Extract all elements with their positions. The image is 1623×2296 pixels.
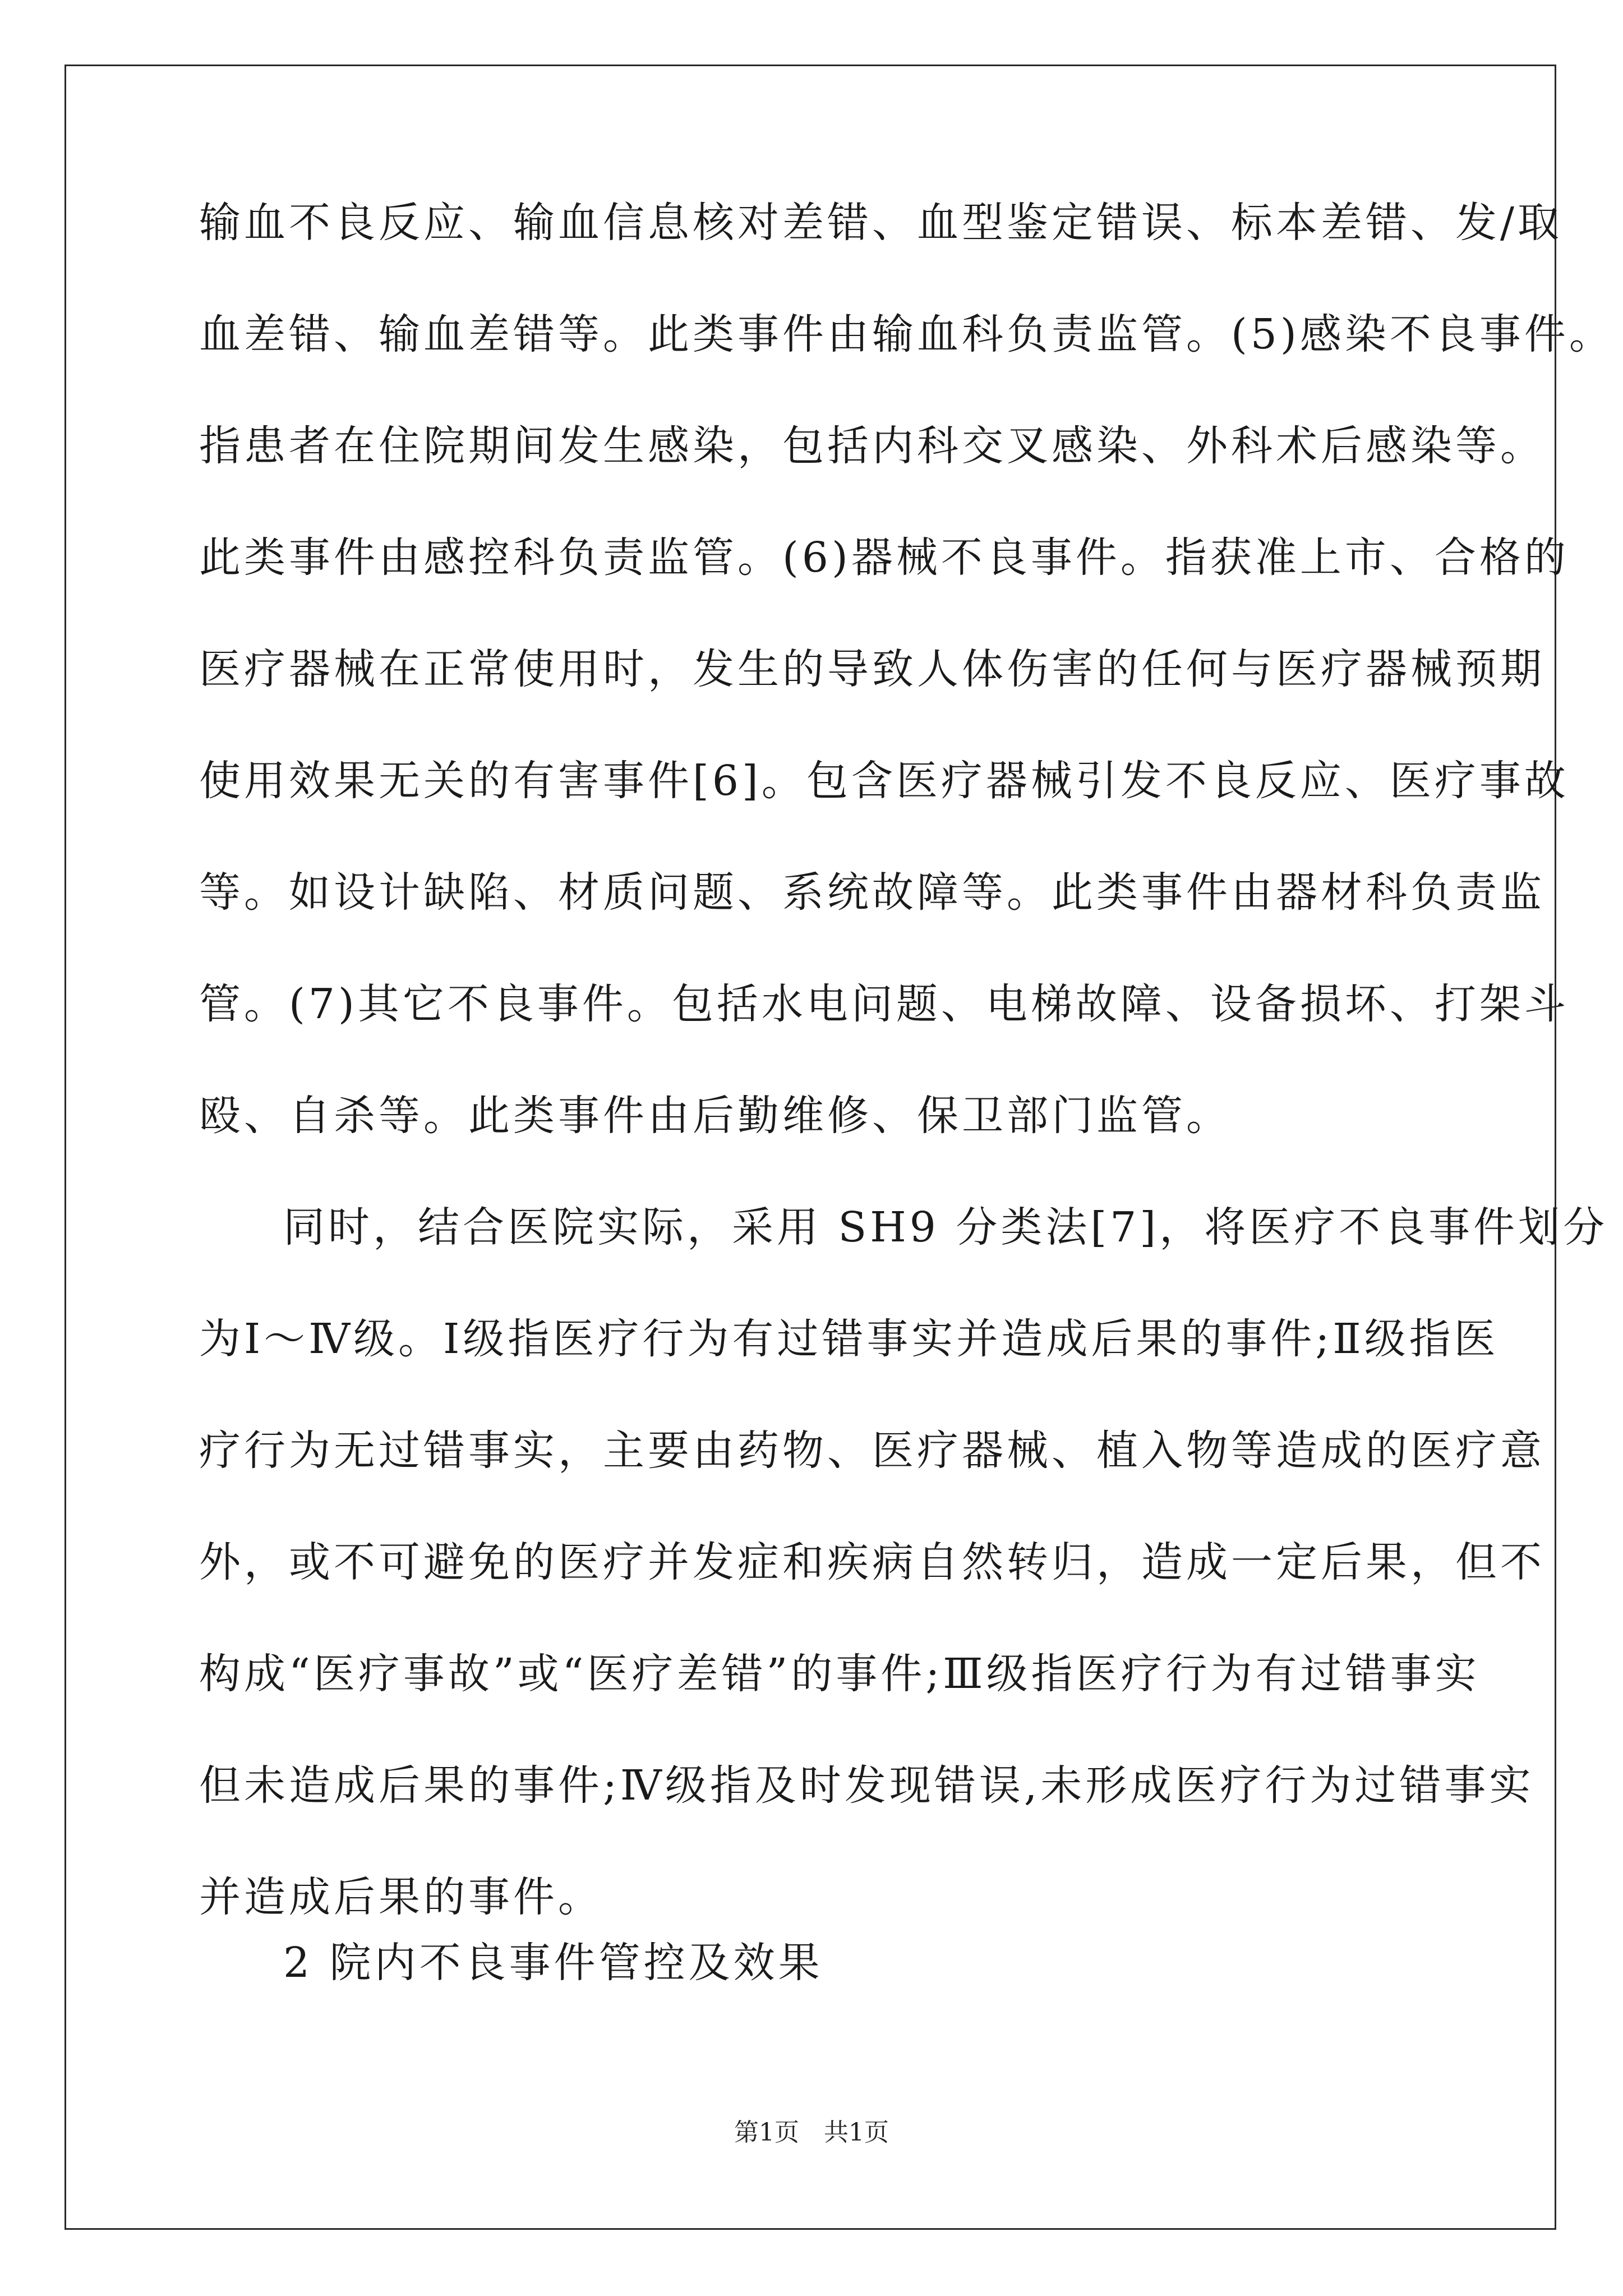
document-body xyxy=(199,199,1614,1988)
paragraph-line: 此类事件由感控科负责监管。(6)器械不良事件。指获准上市、合格的 xyxy=(199,533,1569,582)
page-footer: 第1页 共1页 xyxy=(734,2118,889,2147)
paragraph-line: 使用效果无关的有害事件[6]。包含医疗器械引发不良反应、医疗事故 xyxy=(199,757,1569,805)
paragraph-line: 指患者在住院期间发生感染，包括内科交叉感染、外科术后感染等。 xyxy=(199,422,1545,470)
section-heading: 2 院内不良事件管控及效果 xyxy=(283,1939,823,1987)
paragraph-line: 殴、自杀等。此类事件由后勤维修、保卫部门监管。 xyxy=(199,1092,1231,1140)
paragraph-line: 构成“医疗事故”或“医疗差错”的事件;Ⅲ级指医疗行为有过错事实 xyxy=(199,1650,1480,1698)
paragraph-line: 疗行为无过错事实，主要由药物、医疗器械、植入物等造成的医疗意 xyxy=(199,1427,1545,1475)
paragraph-line: 血差错、输血差错等。此类事件由输血科负责监管。(5)感染不良事件。 xyxy=(199,310,1614,358)
paragraph-line: 并造成后果的事件。 xyxy=(199,1873,603,1921)
paragraph-line: 但未造成后果的事件;Ⅳ级指及时发现错误,未形成医疗行为过错事实 xyxy=(199,1761,1534,1810)
paragraph-line: 输血不良反应、输血信息核对差错、血型鉴定错误、标本差错、发/取 xyxy=(199,199,1562,247)
paragraph-line: 管。(7)其它不良事件。包括水电问题、电梯故障、设备损坏、打架斗 xyxy=(199,980,1569,1028)
paragraph-line: 同时，结合医院实际，采用 SH9 分类法[7]，将医疗不良事件划分 xyxy=(283,1203,1608,1251)
paragraph-line: 为Ⅰ～Ⅳ级。Ⅰ级指医疗行为有过错事实并造成后果的事件;Ⅱ级指医 xyxy=(199,1315,1499,1363)
paragraph-line: 医疗器械在正常使用时，发生的导致人体伤害的任何与医疗器械预期 xyxy=(199,645,1545,693)
paragraph-line: 外，或不可避免的医疗并发症和疾病自然转归，造成一定后果，但不 xyxy=(199,1538,1545,1586)
paragraph-line: 等。如设计缺陷、材质问题、系统故障等。此类事件由器材科负责监 xyxy=(199,868,1545,917)
